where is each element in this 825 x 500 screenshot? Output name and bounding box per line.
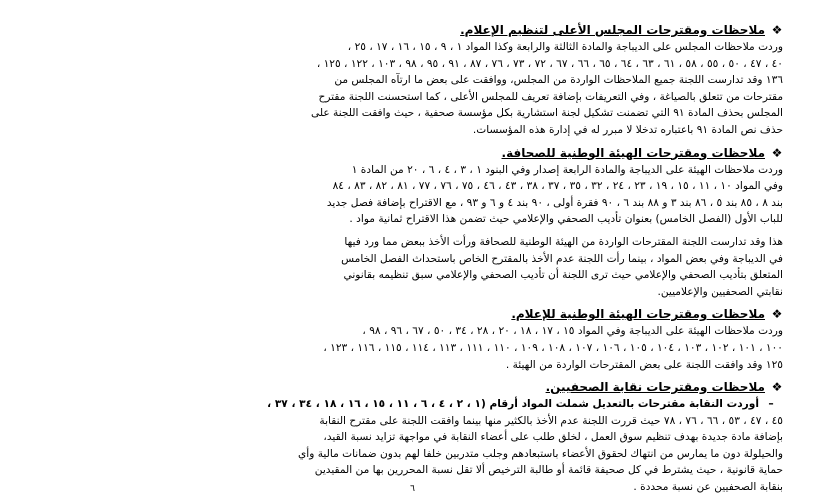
paragraph-line: هذا وقد تدارست اللجنة المقترحات الواردة من الهيئة الوطنية للصحافة ورأت الأخذ ببعض مما ورد فيها: [344, 235, 783, 248]
paragraph-line: المتعلق بتأديب الصحفي والإعلامي حيث ترى اللجنة أن تأديب الصحفي والإعلامي سبق تنظيمه بقانوني: [343, 269, 783, 282]
paragraph-line: ٤٥ ، ٤٧ ، ٥٣ ، ٦٦ ، ٧٦ ، ٧٨ حيث قررت اللجنة عدم الأخذ بالكثير منها بينما وافقت اللجنة على مقترح النقابة: [319, 414, 783, 427]
paragraph-line: حماية قانونية ، حيث يشترط في كل صحيفة قائمة أو طالبة الترخيص ألا تقل نسبة المحررين بها من المقيدين: [314, 464, 783, 477]
section-heading: ❖ ملاحظات ومقترحات الهيئة الوطنية للإعلام.: [511, 307, 783, 322]
paragraph-line: وردت ملاحظات الهيئة على الديباجة والمادة الرابعة إصدار وفي البنود ١ ، ٣ ، ٤ ، ٦ ، ٢٠ من المادة ١: [351, 163, 783, 176]
dash-bullet-icon: –: [768, 398, 774, 411]
paragraph-line: بند ٨ ، ٨٥ بند ٥ ، ٨٦ بند ٣ و ٨٨ بند ٦ ، ٩٠ فقرة أولى ، ٩٠ بند ٤ و ٦ و ٩٣ ، مع الاقتراح بإضافة فصل جديد: [326, 196, 783, 209]
paragraph-line: –أوردت النقابة مقترحات بالتعديل شملت المواد أرقام (١ ، ٢ ، ٤ ، ٦ ، ١١ ، ١٥ ، ١٦ ، ١٨ ، ٣٤ ، ٣٧ ،: [40, 396, 783, 413]
paragraph-line: ١٠٠ ، ١٠١ ، ١٠٢ ، ١٠٣ ، ١٠٤ ، ١٠٥ ، ١٠٦ ، ١٠٧ ، ١٠٨ ، ١٠٩ ، ١١٠ ، ١١١ ، ١١٣ ، ١١٤ ، ١١٥ ، ١١٦ ، ١٢٣ ،: [323, 341, 783, 354]
section-heading: ❖ ملاحظات ومقترحات نقابة الصحفيين.: [545, 380, 783, 395]
section-heading: ❖ ملاحظات ومقترحات المجلس الأعلى لتنظيم الإعلام.: [460, 23, 783, 37]
paragraph-line: ١٢٥ وقد وافقت اللجنة على بعض المقترحات الواردة من الهيئة .: [505, 358, 783, 371]
paragraph-line: بنقابة الصحفيين عن نسبة محددة .: [633, 481, 783, 494]
paragraph-line: للباب الأول (الفصل الخامس) بعنوان تأديب الصحفي والإعلامي حيث تضمن هذا الاقتراح ثمانية مواد .: [349, 213, 783, 226]
paragraph-line: بإضافة مادة جديدة بهدف تنظيم سوق العمل ، لخلق طلب على أعضاء النقابة في مواجهة تزايد نسبة القيد،: [323, 431, 783, 444]
diamond-bullet-icon: ❖: [771, 145, 783, 160]
paragraph-line: حذف نص المادة ٩١ باعتباره تدخلا لا مبرر له في إدارة هذه المؤسسات.: [472, 123, 783, 136]
paragraph-line: ١٣٦ وقد تدارست اللجنة جميع الملاحظات الواردة من المجلس، ووافقت على بعض ما ارتآه المجلس من: [334, 74, 783, 87]
section-heading: ❖ ملاحظات ومقترحات الهيئة الوطنية للصحافة.: [501, 145, 783, 160]
paragraph-line: والحيلولة دون ما يمارس من انتهاك لحقوق الأعضاء باستبعادهم وجلب متدربين خلفا لهم بدون ضمانات مالية وأي: [298, 447, 783, 460]
paragraph-line: المجلس بحذف المادة ٩١ التي تضمنت تشكيل لجنة استشارية بكل مؤسسة صحفية ، حيث وافقت اللجنة على: [311, 107, 783, 120]
diamond-bullet-icon: ❖: [771, 23, 783, 37]
section-media-council: [40, 22, 783, 139]
section-media-authority: [40, 306, 783, 373]
paragraph-line: وفي المواد ١٠ ، ١١ ، ١٥ ، ١٩ ، ٢٣ ، ٢٤ ، ٣٢ ، ٣٥ ، ٣٧ ، ٣٨ ، ٤٣ ، ٤٦ ، ٧٥ ، ٧٦ ، ٧٧ ، ٨١ ، ٨٢ ، ٨٣ ، ٨٤: [332, 180, 783, 193]
paragraph-line: نقابتي الصحفيين والإعلاميين.: [657, 285, 783, 298]
page-number: ٦: [410, 484, 415, 494]
paragraph-line: وردت ملاحظات المجلس على الديباجة والمادة الثالثة والرابعة وكذا المواد ١ ، ٩ ، ١٥ ، ١٦ ، ١٧ ، ٢٥ ،: [347, 41, 783, 53]
paragraph-line: في الديباجة وفي بعض المواد ، بينما رأت اللجنة عدم الأخذ بالمقترح الخاص باستحداث الفصل الخامس: [341, 252, 783, 265]
section-journalists-syndicate: [40, 379, 783, 496]
paragraph-line: وردت ملاحظات الهيئة على الديباجة وفي المواد ١٥ ، ١٧ ، ١٨ ، ٢٠ ، ٢٨ ، ٣٤ ، ٥٠ ، ٦٧ ، ٩٦ ، ٩٨ ،: [362, 325, 783, 338]
section-press-authority: [40, 145, 783, 228]
diamond-bullet-icon: ❖: [771, 307, 783, 322]
paragraph-line: مقترحات من تتعلق بالصياغة ، وفي التعريفات بإضافة تعريف للمجلس الأعلى ، كما استحسنت اللجنة مقترح: [318, 90, 783, 103]
section-press-authority-decision: [40, 234, 783, 300]
diamond-bullet-icon: ❖: [771, 380, 783, 395]
paragraph-line: ٤٠ ، ٤٧ ، ٥٠ ، ٥٥ ، ٥٨ ، ٦١ ، ٦٣ ، ٦٤ ، ٦٥ ، ٦٦ ، ٦٧ ، ٧٢ ، ٧٣ ، ٧٦ ، ٨٧ ، ٩١ ، ٩٥ ، ٩٨ ، ١٠٣ ، ١٢٢ ، ١٢٥ ،: [316, 57, 783, 70]
